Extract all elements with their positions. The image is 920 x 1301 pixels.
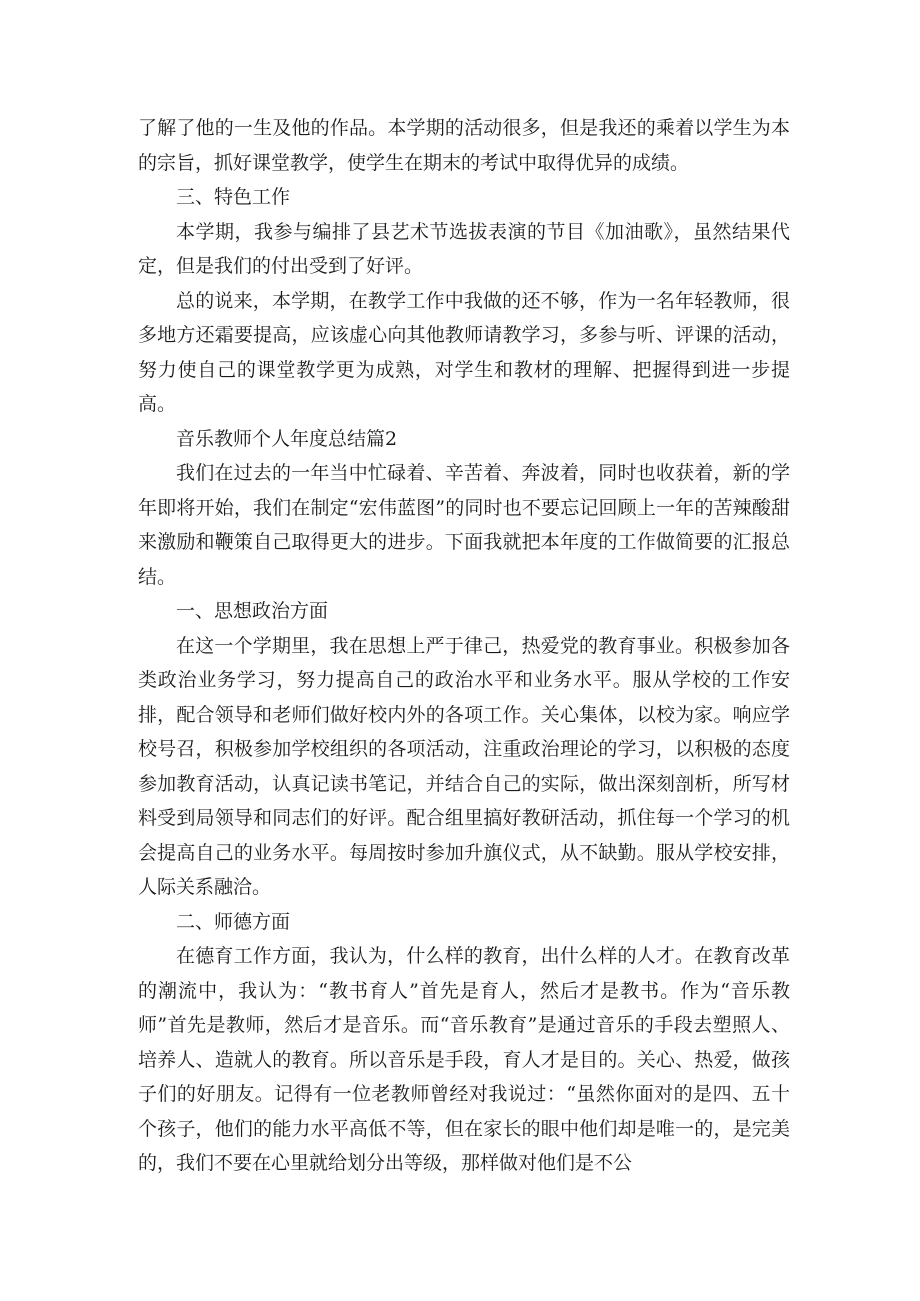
body-paragraph: 本学期，我参与编排了县艺术节选拔表演的节目《加油歌》，虽然结果代定，但是我们的付出受到了好评。	[138, 220, 790, 277]
body-paragraph: 在德育工作方面，我认为，什么样的教育，出什么样的人才。在教育改革的潮流中，我认为：“教书育人”首先是育人，然后才是教书。作为“音乐教师”首先是教师，然后才是音乐。而“音乐教育”是通过音乐的手段去塑照人、培养人、造就人的教育。所以音乐是手段，育人才是目的。关心、热爱，做孩子们的好朋友。记得有一位老教师曾经对我说过：“虽然你面对的是四、五十个孩子，他们的能力水平高低不等，但在家长的眼中他们却是唯一的，是完美的，我们不要在心里就给划分出等级，那样做对他们是不公	[138, 945, 790, 1174]
article-title: 音乐教师个人年度总结篇2	[176, 427, 398, 450]
body-paragraph: 了解了他的一生及他的作品。本学期的活动很多，但是我还的乘着以学生为本的宗旨，抓好课堂教学，使学生在期末的考试中取得优异的成绩。	[138, 117, 790, 174]
document-body	[138, 111, 790, 1181]
body-paragraph: 在这一个学期里，我在思想上严于律己，热爱党的教育事业。积极参加各类政治业务学习，努力提高自己的政治水平和业务水平。服从学校的工作安排，配合领导和老师们做好校内外的各项工作。关心集体，以校为家。响应学校号召，积极参加学校组织的各项活动，注重政治理论的学习，以积极的态度参加教育活动，认真记读书笔记，并结合自己的实际，做出深刻剖析，所写材料受到局领导和同志们的好评。配合组里搞好教研活动，抓住每一个学习的机会提高自己的业务水平。每周按时参加升旗仪式，从不缺勤。服从学校安排，人际关系融洽。	[138, 634, 790, 898]
section-heading-feature-work: 三、特色工作	[176, 186, 291, 208]
section-heading-ethics: 二、师德方面	[176, 910, 291, 933]
section-heading-ideology: 一、思想政治方面	[176, 600, 329, 622]
body-paragraph: 我们在过去的一年当中忙碌着、辛苦着、奔波着，同时也收获着，新的学年即将开始，我们在制定“宏伟蓝图”的同时也不要忘记回顾上一年的苦辣酸甜来激励和鞭策自己取得更大的进步。下面我就把本年度的工作做简要的汇报总结。	[138, 462, 790, 588]
body-paragraph: 总的说来，本学期，在教学工作中我做的还不够，作为一名年轻教师，很多地方还霜要提高，应该虚心向其他教师请教学习，多参与听、评课的活动，努力使自己的课堂教学更为成熟，对学生和教材的理解、把握得到进一步提高。	[138, 289, 790, 415]
